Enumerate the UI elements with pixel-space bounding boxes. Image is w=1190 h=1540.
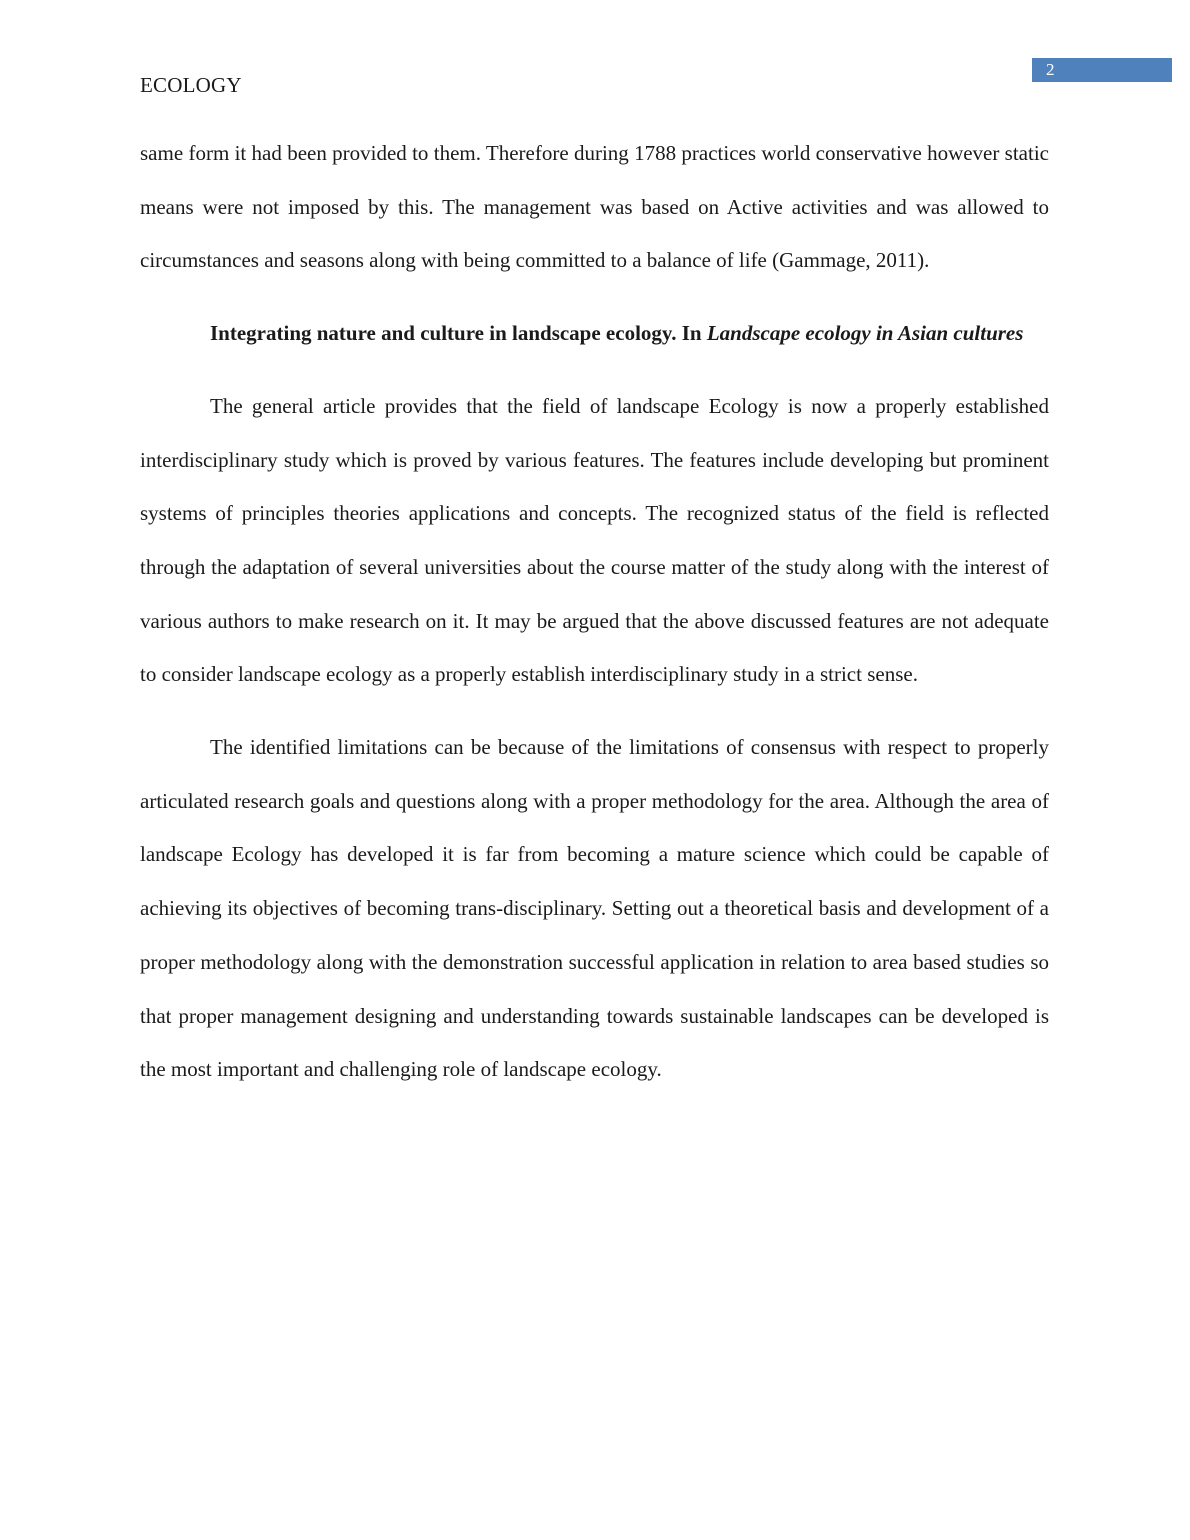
heading-bold-text: Integrating nature and culture in landscape ecology. In — [210, 321, 707, 346]
section-heading — [140, 307, 1049, 361]
paragraph-continuation: same form it had been provided to them. Therefore during 1788 practices world conservative however static means were not imposed by this. The management was based on Active activities and was allowed to circumstances and seasons along with being committed to a balance of life (Gammage, 2011). — [140, 141, 1049, 273]
document-body — [140, 127, 1049, 1116]
page-number: 2 — [1032, 58, 1172, 82]
paragraph: The identified limitations can be because of the limitations of consensus with respect to properly articulated research goals and questions along with a proper methodology for the area. Although the area of landscape Ecology has developed it is far from becoming a mature science which could be capable of achieving its objectives of becoming trans-disciplinary. Setting out a theoretical basis and development of a proper methodology along with the demonstration successful application in relation to area based studies so that proper management designing and understanding towards sustainable landscapes can be developed is the most important and challenging role of landscape ecology. — [140, 735, 1049, 1082]
paragraph: The general article provides that the field of landscape Ecology is now a properly established interdisciplinary study which is proved by various features. The features include developing but prominent systems of principles theories applications and concepts. The recognized status of the field is reflected through the adaptation of several universities about the course matter of the study along with the interest of various authors to make research on it. It may be argued that the above discussed features are not adequate to consider landscape ecology as a properly establish interdisciplinary study in a strict sense. — [140, 393, 1049, 687]
running-head: ECOLOGY — [140, 73, 242, 97]
heading-italic-text: Landscape ecology in Asian cultures — [706, 321, 1024, 346]
